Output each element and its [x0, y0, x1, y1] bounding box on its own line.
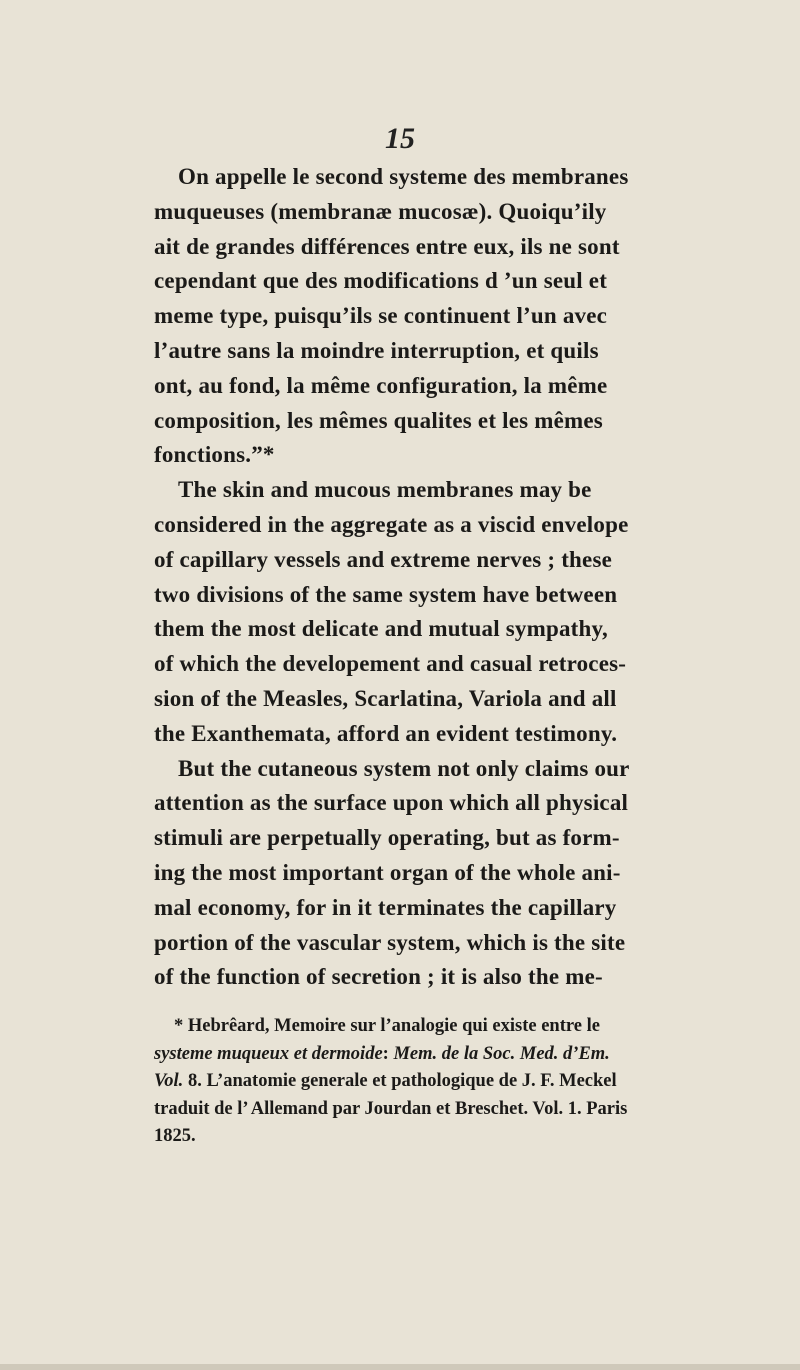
text-line: l’autre sans la moindre interruption, et quils	[154, 337, 599, 363]
footnote-italic: Vol.	[154, 1071, 184, 1092]
text-line: mal economy, for in it terminates the capillary	[154, 894, 617, 920]
text-line: muqueuses (membranæ mucosæ). Quoiqu’ily	[154, 198, 607, 224]
footnote-line: traduit de l’ Allemand par Jourdan et Breschet. Vol. 1. Paris	[154, 1098, 628, 1119]
text-line: On appelle le second systeme des membranes	[178, 164, 629, 189]
footnote-line: * Hebrêard, Memoire sur l’analogie qui existe entre le	[174, 1016, 600, 1036]
footnote-italic: systeme muqueux et dermoide	[154, 1043, 383, 1064]
text-line: considered in the aggregate as a viscid envelope	[154, 511, 629, 537]
text-line: composition, les mêmes qualites et les mêmes	[154, 407, 603, 433]
footnote-plain: 8. L’anatomie generale et pathologique de J. F. Meckel	[183, 1071, 617, 1092]
text-line: But the cutaneous system not only claims our	[178, 755, 630, 781]
text-line: cependant que des modifications d ’un seul et	[154, 268, 608, 294]
text-line: of which the developement and casual retroces-	[154, 651, 627, 677]
text-line: fonctions.”*	[154, 442, 275, 468]
text-line: portion of the vascular system, which is the site	[154, 929, 626, 955]
text-line: attention as the surface upon which all physical	[154, 790, 629, 816]
text-line: stimuli are perpetually operating, but as form-	[154, 825, 620, 851]
text-line: ont, au fond, la même configuration, la même	[154, 372, 608, 398]
text-line: the Exanthemata, afford an evident testimony.	[154, 720, 618, 746]
text-line: The skin and mucous membranes may be	[178, 477, 592, 503]
text-line: them the most delicate and mutual sympathy,	[154, 616, 608, 642]
text-line: two divisions of the same system have between	[154, 581, 618, 607]
body-text	[154, 160, 676, 995]
text-line: ing the most important organ of the whole ani-	[154, 859, 621, 885]
text-line: ait de grandes différences entre eux, ils ne sont	[154, 233, 620, 259]
footnote-line: 1825.	[154, 1126, 196, 1147]
footnote-line	[154, 1068, 676, 1096]
text-line: sion of the Measles, Scarlatina, Variola and all	[154, 685, 617, 711]
text-line: meme type, puisqu’ils se continuent l’un avec	[154, 303, 608, 329]
text-line: of capillary vessels and extreme nerves ; these	[154, 546, 613, 572]
footnote	[154, 1013, 676, 1151]
footnote-line	[154, 1041, 676, 1069]
footnote-plain: :	[382, 1043, 394, 1064]
page-number: 15	[385, 122, 415, 155]
text-line: of the function of secretion ; it is also the me-	[154, 964, 603, 990]
footnote-italic: Mem. de la Soc. Med. d’Em.	[393, 1043, 610, 1064]
